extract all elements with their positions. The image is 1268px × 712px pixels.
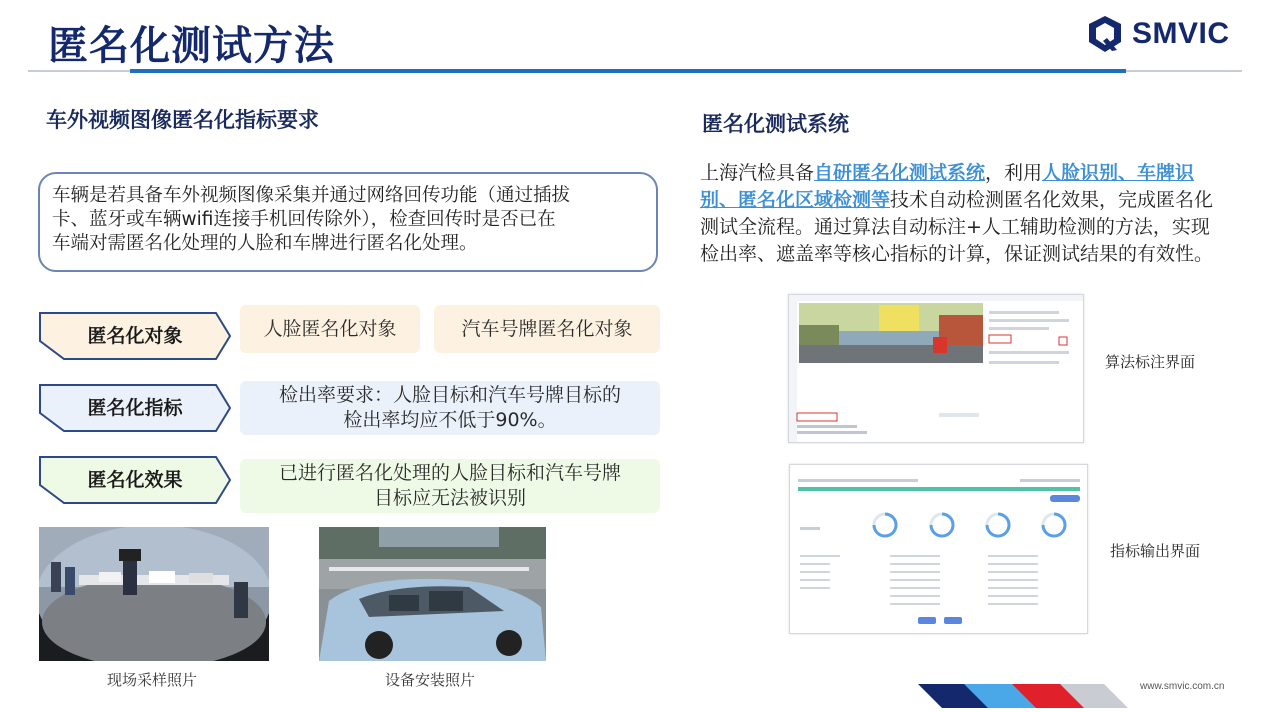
requirement-line: 车辆是若具备车外视频图像采集并通过网络回传功能（通过插拔 xyxy=(52,185,571,206)
device-installation-photo xyxy=(319,527,546,661)
page-title: 匿名化测试方法 xyxy=(48,23,335,69)
tag-label: 匿名化对象 xyxy=(87,325,183,347)
tag-label: 匿名化效果 xyxy=(87,469,183,491)
tag-anonymization-effect xyxy=(38,455,232,505)
footer-stripes xyxy=(918,684,1128,708)
tag-label: 匿名化指标 xyxy=(87,397,183,419)
system-description xyxy=(700,160,1228,268)
metrics-text xyxy=(240,381,660,435)
desc-highlight: 人脸识别、车牌识别、匿名化区域检测等 xyxy=(700,162,1195,211)
right-section-title: 匿名化测试系统 xyxy=(702,112,849,136)
logo-mark-icon xyxy=(1086,14,1124,54)
metrics-line: 检出率要求：人脸目标和汽车号牌目标的 xyxy=(278,384,621,406)
object-plate: 汽车号牌匿名化对象 xyxy=(434,305,660,353)
header-accent-bar xyxy=(130,69,1126,73)
annotation-interface-label: 算法标注界面 xyxy=(1105,353,1196,371)
logo-text: SMVIC xyxy=(1132,17,1230,50)
requirement-line: 车端对需匿名化处理的人脸和车牌进行匿名化处理。 xyxy=(52,233,478,254)
tag-anonymization-objects xyxy=(38,311,232,361)
object-face: 人脸匿名化对象 xyxy=(240,305,420,353)
metrics-interface-label: 指标输出界面 xyxy=(1110,542,1201,560)
effect-line: 目标应无法被识别 xyxy=(373,487,526,509)
effect-text xyxy=(240,459,660,513)
desc-text: 上海汽检具备 xyxy=(700,162,815,184)
field-sampling-photo xyxy=(39,527,269,661)
company-logo xyxy=(1086,12,1230,56)
left-section-title: 车外视频图像匿名化指标要求 xyxy=(46,108,319,132)
requirement-line: 卡、蓝牙或车辆wifi连接手机回传除外），检查回传时是否已在 xyxy=(52,209,556,230)
footer-url: www.smvic.com.cn xyxy=(1140,681,1225,692)
requirement-box xyxy=(38,172,658,272)
desc-text: 技术自动检测匿名化效果，完成匿名化测试全流程。通过算法自动标注+人工辅助检测的方法，实现检出率、遮盖率等核心指标的计算，保证测试结果的有效性。 xyxy=(700,189,1214,265)
photo-caption-device: 设备安装照片 xyxy=(385,671,476,689)
annotation-interface-screenshot xyxy=(788,294,1084,443)
desc-text: ，利用 xyxy=(985,162,1043,184)
metrics-interface-screenshot xyxy=(789,464,1088,634)
desc-highlight: 自研匿名化测试系统 xyxy=(814,162,986,184)
metrics-line: 检出率均应不低于90%。 xyxy=(343,409,557,431)
photo-caption-field: 现场采样照片 xyxy=(107,671,198,689)
tag-anonymization-metrics xyxy=(38,383,232,433)
effect-line: 已进行匿名化处理的人脸目标和汽车号牌 xyxy=(278,462,621,484)
